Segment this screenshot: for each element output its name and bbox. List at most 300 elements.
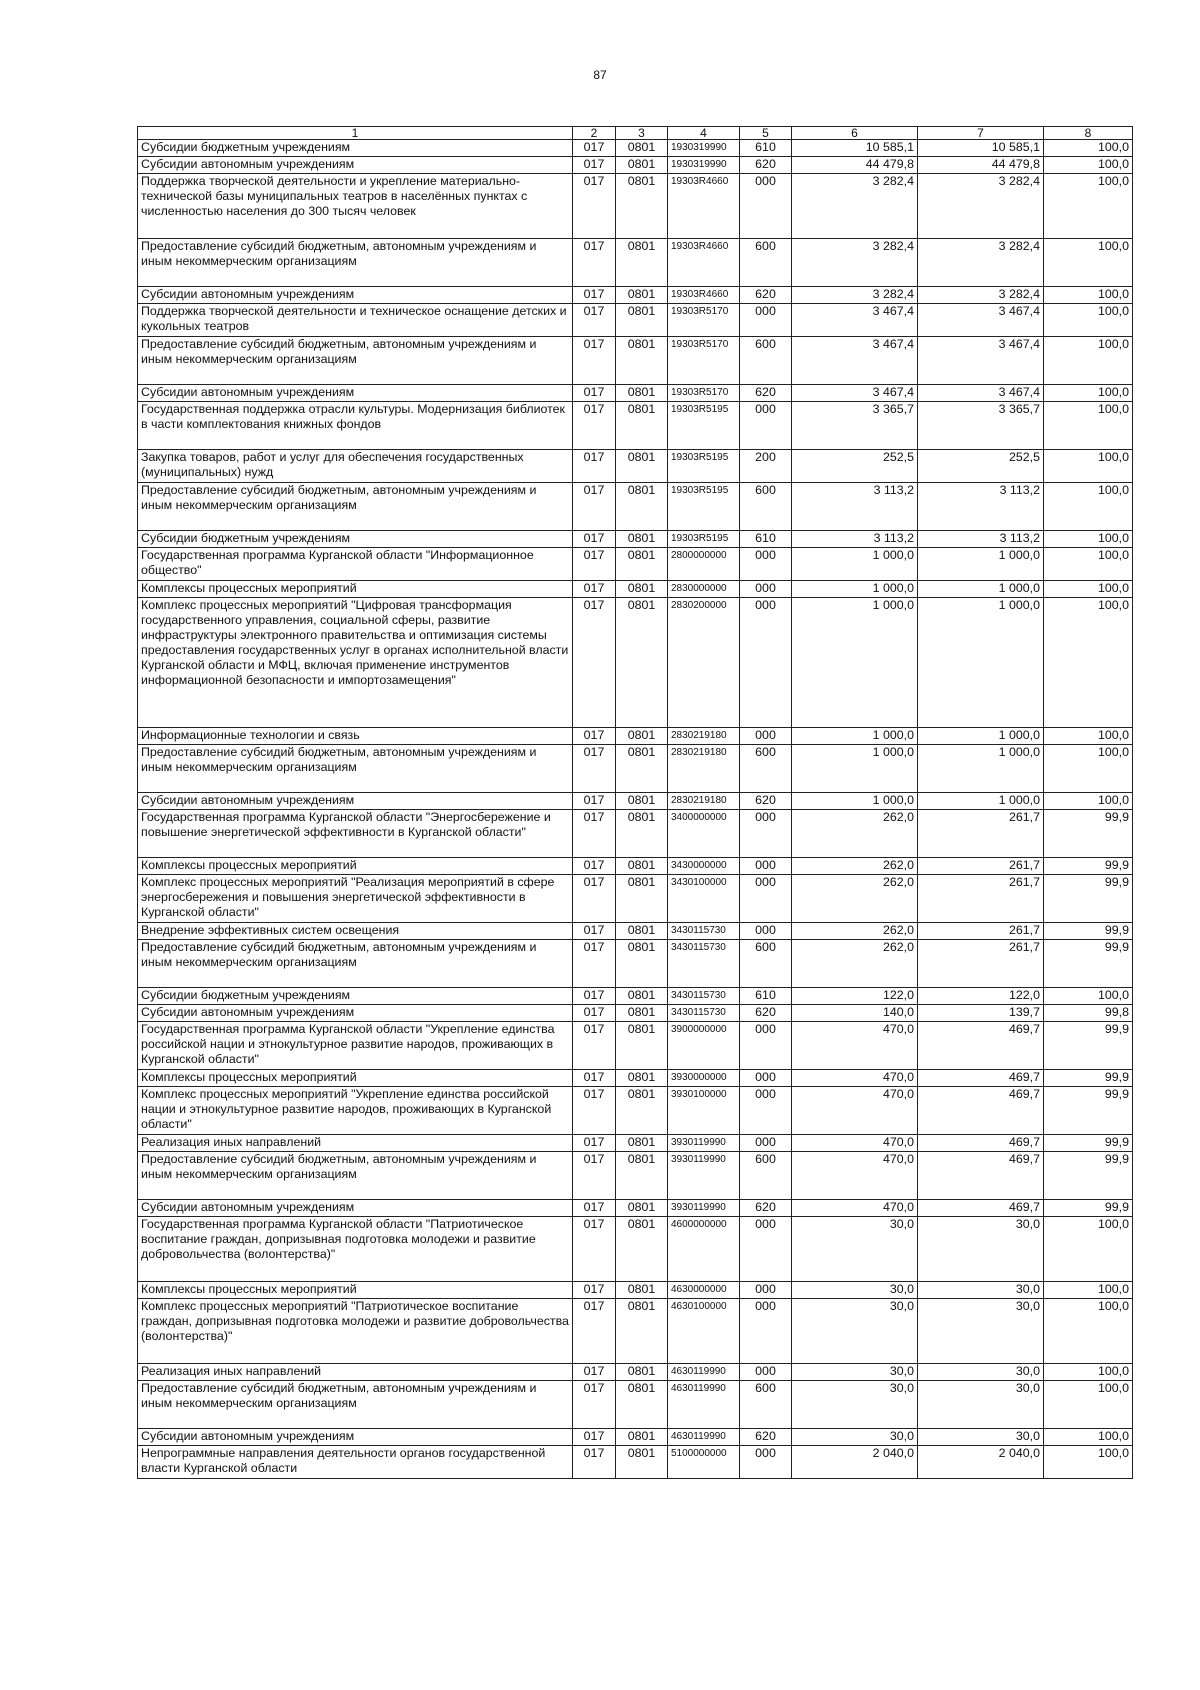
section-code: 0801 — [616, 483, 668, 531]
admin-code: 017 — [573, 581, 616, 598]
section-code: 0801 — [616, 988, 668, 1005]
expense-code: 000 — [740, 1070, 792, 1087]
expense-code: 000 — [740, 1217, 792, 1282]
percent-value: 100,0 — [1044, 1282, 1133, 1299]
target-code: 4630119990 — [668, 1364, 740, 1381]
expense-code: 000 — [740, 923, 792, 940]
actual-amount: 261,7 — [918, 858, 1044, 875]
row-name: Внедрение эффективных систем освещения — [141, 923, 400, 937]
actual-amount: 30,0 — [918, 1429, 1044, 1446]
actual-amount: 1 000,0 — [918, 548, 1044, 581]
table-row — [138, 1446, 1133, 1479]
section-code: 0801 — [616, 745, 668, 793]
table-row — [138, 450, 1133, 483]
table-row — [138, 1429, 1133, 1446]
row-name-cell — [138, 1087, 573, 1135]
section-code: 0801 — [616, 287, 668, 304]
table-row — [138, 581, 1133, 598]
row-name-cell — [138, 793, 573, 810]
table-row — [138, 385, 1133, 402]
plan-amount: 30,0 — [792, 1299, 918, 1364]
plan-amount: 470,0 — [792, 1022, 918, 1070]
row-name-cell — [138, 1005, 573, 1022]
actual-amount: 3 282,4 — [918, 287, 1044, 304]
plan-amount: 3 467,4 — [792, 385, 918, 402]
row-name: Поддержка творческой деятельности и укрепление материально-технической базы муниципальных театров в населённых пунктах с численностью населения до 300 тысяч человек — [141, 174, 528, 218]
expense-code: 600 — [740, 1152, 792, 1200]
target-code: 3930000000 — [668, 1070, 740, 1087]
target-code: 1930319990 — [668, 157, 740, 174]
row-name: Субсидии бюджетным учреждениям — [141, 988, 351, 1002]
actual-amount: 1 000,0 — [918, 598, 1044, 728]
row-name-cell — [138, 875, 573, 923]
target-code: 5100000000 — [668, 1446, 740, 1479]
percent-value: 100,0 — [1044, 140, 1133, 157]
target-code: 3930119990 — [668, 1200, 740, 1217]
admin-code: 017 — [573, 1446, 616, 1479]
row-name: Государственная программа Курганской области "Энергосбережение и повышение энергетической эффективности в Курганской области" — [141, 810, 551, 839]
actual-amount: 30,0 — [918, 1364, 1044, 1381]
admin-code: 017 — [573, 1299, 616, 1364]
percent-value: 100,0 — [1044, 157, 1133, 174]
admin-code: 017 — [573, 1381, 616, 1429]
percent-value: 99,9 — [1044, 923, 1133, 940]
table-row — [138, 1070, 1133, 1087]
actual-amount: 1 000,0 — [918, 728, 1044, 745]
plan-amount: 1 000,0 — [792, 581, 918, 598]
row-name: Субсидии автономным учреждениям — [141, 1005, 355, 1019]
row-name-cell — [138, 287, 573, 304]
section-code: 0801 — [616, 1135, 668, 1152]
actual-amount: 3 365,7 — [918, 402, 1044, 450]
plan-amount: 1 000,0 — [792, 728, 918, 745]
plan-amount: 30,0 — [792, 1381, 918, 1429]
percent-value: 100,0 — [1044, 598, 1133, 728]
percent-value: 100,0 — [1044, 728, 1133, 745]
expense-code: 620 — [740, 157, 792, 174]
row-name-cell — [138, 923, 573, 940]
row-name: Закупка товаров, работ и услуг для обеспечения государственных (муниципальных) нужд — [141, 450, 524, 479]
row-name: Информационные технологии и связь — [141, 728, 360, 742]
section-code: 0801 — [616, 1022, 668, 1070]
percent-value: 99,9 — [1044, 810, 1133, 858]
expense-code: 000 — [740, 174, 792, 239]
table-row — [138, 940, 1133, 988]
expense-code: 600 — [740, 337, 792, 385]
table-row — [138, 923, 1133, 940]
plan-amount: 262,0 — [792, 923, 918, 940]
actual-amount: 30,0 — [918, 1299, 1044, 1364]
row-name: Субсидии автономным учреждениям — [141, 1429, 355, 1443]
actual-amount: 10 585,1 — [918, 140, 1044, 157]
row-name: Субсидии автономным учреждениям — [141, 157, 355, 171]
row-name-cell — [138, 598, 573, 728]
admin-code: 017 — [573, 304, 616, 337]
actual-amount: 3 467,4 — [918, 304, 1044, 337]
section-code: 0801 — [616, 337, 668, 385]
plan-amount: 262,0 — [792, 940, 918, 988]
row-name-cell — [138, 1282, 573, 1299]
actual-amount: 261,7 — [918, 810, 1044, 858]
expense-code: 000 — [740, 1022, 792, 1070]
target-code: 3930119990 — [668, 1152, 740, 1200]
actual-amount: 1 000,0 — [918, 745, 1044, 793]
actual-amount: 261,7 — [918, 875, 1044, 923]
table-row — [138, 1005, 1133, 1022]
percent-value: 100,0 — [1044, 174, 1133, 239]
row-name-cell — [138, 1135, 573, 1152]
table-row — [138, 745, 1133, 793]
table-row — [138, 157, 1133, 174]
percent-value: 100,0 — [1044, 239, 1133, 287]
section-code: 0801 — [616, 157, 668, 174]
col-header-percent: 8 — [1044, 127, 1133, 140]
row-name-cell — [138, 385, 573, 402]
table-row — [138, 1217, 1133, 1282]
expense-code: 600 — [740, 745, 792, 793]
plan-amount: 262,0 — [792, 810, 918, 858]
table-row — [138, 1200, 1133, 1217]
expense-code: 000 — [740, 598, 792, 728]
percent-value: 99,9 — [1044, 1135, 1133, 1152]
percent-value: 100,0 — [1044, 793, 1133, 810]
plan-amount: 2 040,0 — [792, 1446, 918, 1479]
section-code: 0801 — [616, 548, 668, 581]
section-code: 0801 — [616, 598, 668, 728]
actual-amount: 2 040,0 — [918, 1446, 1044, 1479]
percent-value: 100,0 — [1044, 402, 1133, 450]
table-row — [138, 531, 1133, 548]
percent-value: 100,0 — [1044, 548, 1133, 581]
percent-value: 99,8 — [1044, 1005, 1133, 1022]
row-name-cell — [138, 450, 573, 483]
row-name: Субсидии бюджетным учреждениям — [141, 140, 351, 154]
admin-code: 017 — [573, 810, 616, 858]
admin-code: 017 — [573, 450, 616, 483]
row-name: Субсидии автономным учреждениям — [141, 1200, 355, 1214]
section-code: 0801 — [616, 1152, 668, 1200]
section-code: 0801 — [616, 1005, 668, 1022]
target-code: 3430115730 — [668, 923, 740, 940]
admin-code: 017 — [573, 745, 616, 793]
percent-value: 99,9 — [1044, 875, 1133, 923]
admin-code: 017 — [573, 1429, 616, 1446]
expense-code: 000 — [740, 1087, 792, 1135]
table-row — [138, 793, 1133, 810]
actual-amount: 3 113,2 — [918, 483, 1044, 531]
actual-amount: 122,0 — [918, 988, 1044, 1005]
section-code: 0801 — [616, 140, 668, 157]
row-name-cell — [138, 1446, 573, 1479]
expense-code: 620 — [740, 287, 792, 304]
expense-code: 620 — [740, 385, 792, 402]
table-row — [138, 1381, 1133, 1429]
actual-amount: 469,7 — [918, 1135, 1044, 1152]
page-number: 87 — [593, 68, 607, 82]
actual-amount: 469,7 — [918, 1200, 1044, 1217]
row-name: Предоставление субсидий бюджетным, автономным учреждениям и иным некоммерческим организациям — [141, 940, 537, 969]
row-name-cell — [138, 304, 573, 337]
section-code: 0801 — [616, 940, 668, 988]
plan-amount: 3 467,4 — [792, 304, 918, 337]
row-name-cell — [138, 810, 573, 858]
row-name: Предоставление субсидий бюджетным, автономным учреждениям и иным некоммерческим организациям — [141, 483, 537, 512]
admin-code: 017 — [573, 287, 616, 304]
expense-code: 610 — [740, 140, 792, 157]
expense-code: 000 — [740, 1364, 792, 1381]
actual-amount: 252,5 — [918, 450, 1044, 483]
actual-amount: 469,7 — [918, 1022, 1044, 1070]
expense-code: 610 — [740, 988, 792, 1005]
table-row — [138, 1135, 1133, 1152]
plan-amount: 1 000,0 — [792, 793, 918, 810]
target-code: 4630119990 — [668, 1429, 740, 1446]
table-row — [138, 1282, 1133, 1299]
row-name: Государственная программа Курганской области "Информационное общество" — [141, 548, 534, 577]
actual-amount: 3 282,4 — [918, 239, 1044, 287]
target-code: 1930319990 — [668, 140, 740, 157]
target-code: 19303R5195 — [668, 402, 740, 450]
target-code: 19303R4660 — [668, 287, 740, 304]
percent-value: 100,0 — [1044, 287, 1133, 304]
percent-value: 100,0 — [1044, 1446, 1133, 1479]
actual-amount: 3 467,4 — [918, 385, 1044, 402]
row-name-cell — [138, 988, 573, 1005]
plan-amount: 10 585,1 — [792, 140, 918, 157]
section-code: 0801 — [616, 402, 668, 450]
table-row — [138, 1152, 1133, 1200]
actual-amount: 1 000,0 — [918, 793, 1044, 810]
plan-amount: 262,0 — [792, 875, 918, 923]
table-row — [138, 239, 1133, 287]
plan-amount: 1 000,0 — [792, 548, 918, 581]
row-name-cell — [138, 1070, 573, 1087]
col-header-plan: 6 — [792, 127, 918, 140]
percent-value: 100,0 — [1044, 1381, 1133, 1429]
admin-code: 017 — [573, 858, 616, 875]
row-name: Предоставление субсидий бюджетным, автономным учреждениям и иным некоммерческим организациям — [141, 239, 537, 268]
row-name-cell — [138, 1381, 573, 1429]
admin-code: 017 — [573, 988, 616, 1005]
plan-amount: 470,0 — [792, 1135, 918, 1152]
plan-amount: 3 282,4 — [792, 287, 918, 304]
percent-value: 100,0 — [1044, 581, 1133, 598]
plan-amount: 3 365,7 — [792, 402, 918, 450]
table-row — [138, 483, 1133, 531]
target-code: 19303R5195 — [668, 450, 740, 483]
table-row — [138, 548, 1133, 581]
expense-code: 000 — [740, 402, 792, 450]
section-code: 0801 — [616, 1364, 668, 1381]
actual-amount: 3 282,4 — [918, 174, 1044, 239]
admin-code: 017 — [573, 728, 616, 745]
percent-value: 100,0 — [1044, 531, 1133, 548]
row-name-cell — [138, 239, 573, 287]
admin-code: 017 — [573, 174, 616, 239]
admin-code: 017 — [573, 1364, 616, 1381]
percent-value: 100,0 — [1044, 337, 1133, 385]
admin-code: 017 — [573, 1070, 616, 1087]
admin-code: 017 — [573, 337, 616, 385]
section-code: 0801 — [616, 1070, 668, 1087]
actual-amount: 1 000,0 — [918, 581, 1044, 598]
expense-code: 000 — [740, 548, 792, 581]
section-code: 0801 — [616, 923, 668, 940]
row-name: Комплексы процессных мероприятий — [141, 1282, 357, 1296]
admin-code: 017 — [573, 548, 616, 581]
target-code: 19303R4660 — [668, 239, 740, 287]
admin-code: 017 — [573, 1087, 616, 1135]
admin-code: 017 — [573, 598, 616, 728]
expense-code: 000 — [740, 1135, 792, 1152]
table-body — [138, 140, 1133, 1479]
row-name-cell — [138, 1217, 573, 1282]
section-code: 0801 — [616, 858, 668, 875]
table-row — [138, 875, 1133, 923]
percent-value: 100,0 — [1044, 1364, 1133, 1381]
row-name: Поддержка творческой деятельности и техническое оснащение детских и кукольных театров — [141, 304, 567, 333]
row-name-cell — [138, 157, 573, 174]
percent-value: 100,0 — [1044, 1299, 1133, 1364]
row-name: Комплекс процессных мероприятий "Цифровая трансформация государственного управления, социальной сферы, развитие инфраструктуры электронного правительства и оптимизация системы предоставления государственных услуг в органах исполнительной власти Курганской области и МФЦ, включая применение инструментов информационной безопасности и импортозамещения" — [141, 598, 569, 687]
target-code: 2830000000 — [668, 581, 740, 598]
plan-amount: 30,0 — [792, 1364, 918, 1381]
admin-code: 017 — [573, 531, 616, 548]
actual-amount: 469,7 — [918, 1152, 1044, 1200]
row-name-cell — [138, 858, 573, 875]
row-name-cell — [138, 174, 573, 239]
target-code: 2830219180 — [668, 745, 740, 793]
row-name: Комплекс процессных мероприятий "Патриотическое воспитание граждан, допризывная подготовка молодежи и развитие добровольчества (волонтерства)" — [141, 1299, 569, 1343]
row-name: Предоставление субсидий бюджетным, автономным учреждениям и иным некоммерческим организациям — [141, 1152, 537, 1181]
target-code: 4630000000 — [668, 1282, 740, 1299]
expense-code: 000 — [740, 1446, 792, 1479]
expense-code: 000 — [740, 304, 792, 337]
percent-value: 99,9 — [1044, 1022, 1133, 1070]
actual-amount: 30,0 — [918, 1282, 1044, 1299]
expense-code: 000 — [740, 581, 792, 598]
plan-amount: 3 467,4 — [792, 337, 918, 385]
admin-code: 017 — [573, 157, 616, 174]
plan-amount: 122,0 — [792, 988, 918, 1005]
percent-value: 100,0 — [1044, 483, 1133, 531]
percent-value: 99,9 — [1044, 1087, 1133, 1135]
target-code: 3430000000 — [668, 858, 740, 875]
percent-value: 100,0 — [1044, 745, 1133, 793]
plan-amount: 3 282,4 — [792, 174, 918, 239]
actual-amount: 30,0 — [918, 1217, 1044, 1282]
row-name-cell — [138, 140, 573, 157]
col-header-name: 1 — [138, 127, 573, 140]
percent-value: 99,9 — [1044, 858, 1133, 875]
table-row — [138, 402, 1133, 450]
plan-amount: 3 282,4 — [792, 239, 918, 287]
section-code: 0801 — [616, 239, 668, 287]
target-code: 3930100000 — [668, 1087, 740, 1135]
row-name: Реализация иных направлений — [141, 1364, 322, 1378]
target-code: 2830219180 — [668, 728, 740, 745]
section-code: 0801 — [616, 531, 668, 548]
admin-code: 017 — [573, 1022, 616, 1070]
target-code: 4630100000 — [668, 1299, 740, 1364]
row-name: Предоставление субсидий бюджетным, автономным учреждениям и иным некоммерческим организациям — [141, 1381, 537, 1410]
section-code: 0801 — [616, 581, 668, 598]
row-name-cell — [138, 581, 573, 598]
expense-code: 000 — [740, 1282, 792, 1299]
target-code: 3430100000 — [668, 875, 740, 923]
plan-amount: 262,0 — [792, 858, 918, 875]
row-name: Комплекс процессных мероприятий "Реализация мероприятий в сфере энергосбережения и повышения энергетической эффективности в Курганской области" — [141, 875, 555, 919]
section-code: 0801 — [616, 1446, 668, 1479]
expense-code: 620 — [740, 1005, 792, 1022]
target-code: 4630119990 — [668, 1381, 740, 1429]
percent-value: 99,9 — [1044, 1070, 1133, 1087]
plan-amount: 30,0 — [792, 1282, 918, 1299]
percent-value: 100,0 — [1044, 304, 1133, 337]
plan-amount: 470,0 — [792, 1200, 918, 1217]
table-row — [138, 598, 1133, 728]
row-name: Комплексы процессных мероприятий — [141, 858, 357, 872]
expense-code: 000 — [740, 858, 792, 875]
actual-amount: 469,7 — [918, 1087, 1044, 1135]
target-code: 3900000000 — [668, 1022, 740, 1070]
col-header-actual: 7 — [918, 127, 1044, 140]
plan-amount: 1 000,0 — [792, 745, 918, 793]
admin-code: 017 — [573, 1200, 616, 1217]
admin-code: 017 — [573, 923, 616, 940]
target-code: 4600000000 — [668, 1217, 740, 1282]
table-row — [138, 304, 1133, 337]
section-code: 0801 — [616, 728, 668, 745]
admin-code: 017 — [573, 140, 616, 157]
row-name: Государственная программа Курганской области "Патриотическое воспитание граждан, допризывная подготовка молодежи и развитие добровольчества (волонтерства)" — [141, 1217, 536, 1261]
target-code: 2830219180 — [668, 793, 740, 810]
row-name: Комплексы процессных мероприятий — [141, 581, 357, 595]
row-name-cell — [138, 1299, 573, 1364]
plan-amount: 252,5 — [792, 450, 918, 483]
row-name: Субсидии бюджетным учреждениям — [141, 531, 351, 545]
section-code: 0801 — [616, 875, 668, 923]
expense-code: 200 — [740, 450, 792, 483]
section-code: 0801 — [616, 1087, 668, 1135]
row-name-cell — [138, 548, 573, 581]
budget-table — [137, 126, 1133, 1479]
expense-code: 620 — [740, 793, 792, 810]
expense-code: 610 — [740, 531, 792, 548]
row-name-cell — [138, 728, 573, 745]
row-name-cell — [138, 940, 573, 988]
target-code: 19303R5195 — [668, 531, 740, 548]
actual-amount: 261,7 — [918, 940, 1044, 988]
actual-amount: 44 479,8 — [918, 157, 1044, 174]
admin-code: 017 — [573, 402, 616, 450]
target-code: 3930119990 — [668, 1135, 740, 1152]
section-code: 0801 — [616, 1429, 668, 1446]
target-code: 19303R5195 — [668, 483, 740, 531]
percent-value: 99,9 — [1044, 1152, 1133, 1200]
target-code: 3430115730 — [668, 1005, 740, 1022]
table-row — [138, 1299, 1133, 1364]
actual-amount: 469,7 — [918, 1070, 1044, 1087]
percent-value: 100,0 — [1044, 450, 1133, 483]
expense-code: 600 — [740, 1381, 792, 1429]
section-code: 0801 — [616, 810, 668, 858]
col-header-expense: 5 — [740, 127, 792, 140]
row-name-cell — [138, 1200, 573, 1217]
admin-code: 017 — [573, 875, 616, 923]
table-row — [138, 287, 1133, 304]
expense-code: 000 — [740, 728, 792, 745]
